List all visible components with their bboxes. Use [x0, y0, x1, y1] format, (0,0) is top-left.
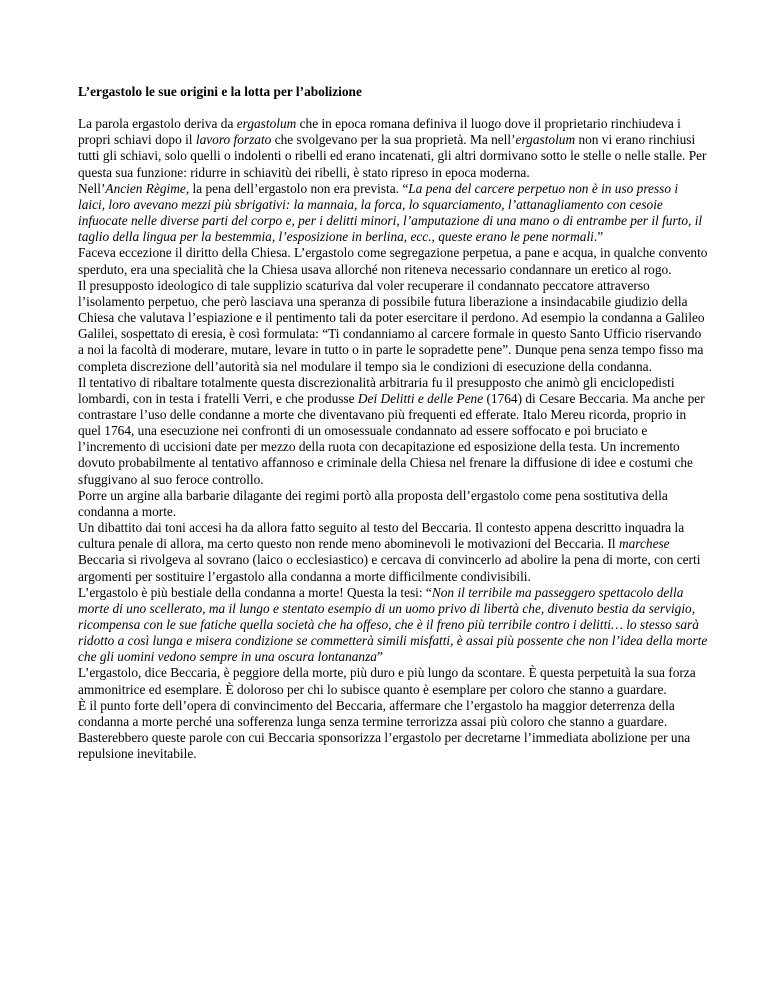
italic-text-run: Dei Delitti e delle Pene	[357, 390, 484, 406]
text-run: Porre un argine alla barbarie dilagante dei regimi portò alla proposta dell’ergastolo come pena sostitutiva della condanna a morte.	[78, 487, 668, 519]
paragraph	[78, 520, 708, 585]
text-run: L’ergastolo è più bestiale della condanna a morte! Questa la tesi: “	[78, 584, 432, 600]
italic-text-run: Ancien Règime	[105, 180, 186, 196]
paragraph	[78, 245, 708, 277]
text-run: Faceva eccezione il diritto della Chiesa. L’ergastolo come segregazione perpetua, a pane e acqua, in qualche convento sperduto, era una specialità che la Chiesa usava allorché non riteneva necessario condannare un eretico al rogo.	[78, 245, 708, 277]
text-run: .”	[593, 229, 604, 245]
text-run: Beccaria si rivolgeva al sovrano (laico o ecclesiastico) e cercava di convincerlo ad abolire la pena di morte, con certi argomenti per sostituire l’ergastolo alla condanna a morte difficilmente condivisibili.	[78, 552, 701, 584]
paragraph	[78, 278, 708, 375]
text-run: (1764) di Cesare Beccaria. Ma anche per contrastare l’uso delle condanne a morte che diventavano più frequenti ed efferate. Italo Mereu ricorda, proprio in quel 1764, una esecuzione nei confronti di un omosessuale condannato ad essere soffocato e poi bruciato e l’incremento di uccisioni date per mezzo della ruota con decapitazione ed esposizione della testa. Un incremento dovuto probabilmente al tentativo affannoso e criminale della Chiesa nel frenare la diffusione di idee e costumi che sfuggivano al suo feroce controllo.	[78, 390, 705, 487]
document-page	[78, 84, 708, 762]
italic-text-run: marchese	[618, 536, 670, 552]
text-run: Un dibattito dai toni accesi ha da allora fatto seguito al testo del Beccaria. Il contesto appena descritto inquadra la cultura penale di allora, ma certo questo non rende meno abominevoli le motivazioni del Beccaria. Il	[78, 520, 685, 552]
paragraph	[78, 488, 708, 520]
paragraph	[78, 730, 708, 762]
document-title: L’ergastolo le sue origini e la lotta per l’abolizione	[78, 84, 362, 99]
italic-text-run: ergastolum	[515, 132, 576, 148]
text-run: che in epoca romana definiva il luogo dove il proprietario rinchiudeva i propri schiavi dopo il	[78, 116, 681, 148]
text-run: L’ergastolo, dice Beccaria, è peggiore della morte, più duro e più lungo da scontare. È questa perpetuità la sua forza ammonitrice ed esemplare. È doloroso per chi lo subisce quanto è esemplare per coloro che stanno a guardare.	[78, 665, 696, 697]
italic-text-run: ergastolum	[236, 116, 297, 132]
text-run: Il presupposto ideologico di tale supplizio scaturiva dal voler recuperare il condannato peccatore attraverso l’isolamento perpetuo, che però lasciava una speranza di possibile futura liberazione a insindacabile giudizio della Chiesa che valutava l’espiazione e il pentimento tali da poter esercitare il perdono. Ad esempio la condanna a Galileo Galilei, sospettato di eresia, è così formulata: “Ti condanniamo al carcere formale in questo Santo Ufficio riservando a noi la facoltà di moderare, mutare, levare in tutto o in parte le sopradette pene”. Dunque pena senza tempo fisso ma completa discrezione dell’autorità sia nel modulare il tempo sia le condizioni di esecuzione della condanna.	[78, 277, 705, 374]
text-run: Il tentativo di ribaltare totalmente questa discrezionalità arbitraria fu il presupposto che animò gli enciclopedisti lombardi, con in testa i fratelli Verri, e che produsse	[78, 374, 675, 406]
text-run: Nell’	[78, 180, 106, 196]
text-run: , la pena dell’ergastolo non era prevista. “	[185, 180, 409, 196]
text-run: La parola ergastolo deriva da	[78, 116, 237, 132]
italic-text-run: Non il terribile ma passeggero spettacolo della morte di uno scellerato, ma il lungo e stentato esempio di un uomo privo di libertà che, divenuto bestia da servigio, ricompensa con le sue fatiche quella società che ha offeso, che è il freno più terribile contro i delitti… lo stesso sarà ridotto a così lunga e misera condizione se commetterà simili misfatti, è assai più possente che non l’idea della morte che gli uomini vedono sempre in una oscura lontananza	[78, 584, 708, 665]
italic-text-run: lavoro forzato	[195, 132, 272, 148]
paragraph	[78, 665, 708, 697]
paragraph	[78, 375, 708, 488]
text-run: che svolgevano per la sua proprietà. Ma nell’	[271, 132, 516, 148]
paragraph	[78, 181, 708, 246]
paragraph	[78, 585, 708, 666]
paragraph	[78, 698, 708, 730]
text-run: non vi erano rinchiusi tutti gli schiavi, solo quelli o indolenti o ribelli ed erano incatenati, gli altri dormivano sotto le stelle o nelle stalle. Per questa sua funzione: ridurre in schiavitù dei ribelli, è stato ripreso in epoca moderna.	[78, 132, 707, 180]
italic-text-run: La pena del carcere perpetuo non è in uso presso i laici, loro avevano mezzi più sbrigativi: la mannaia, la forca, lo squarciamento, l’attanagliamento con cesoie infuocate nelle diverse parti del corpo e, per i delitti minori, l’amputazione di una mano o di entrambe per il furto, il taglio della lingua per la bestemmia, l’esposizione in berlina, ecc., queste erano le pene normali	[78, 180, 703, 245]
text-run: ”	[376, 649, 383, 665]
text-run: È il punto forte dell’opera di convincimento del Beccaria, affermare che l’ergastolo ha maggior deterrenza della condanna a morte perché una sofferenza lunga senza termine terrorizza assai più coloro che stanno a guardare.	[78, 697, 675, 729]
paragraph	[78, 116, 708, 181]
text-run: Basterebbero queste parole con cui Beccaria sponsorizza l’ergastolo per decretarne l’immediata abolizione per una repulsione inevitabile.	[78, 730, 691, 762]
